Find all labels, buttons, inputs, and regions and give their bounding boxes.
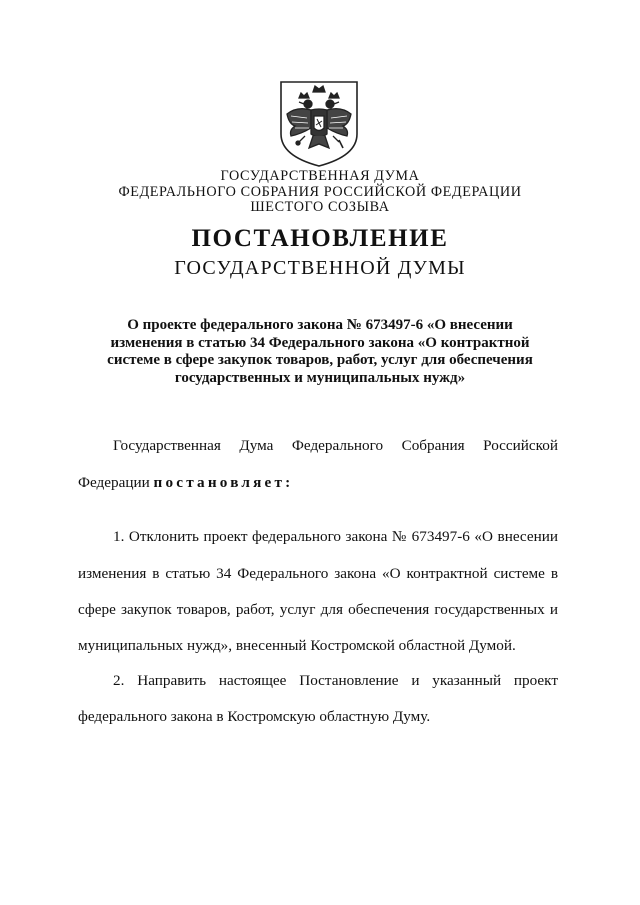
item-2-line-1: 2. Направить настоящее Постановление и указанный проект [113,672,558,689]
coat-of-arms-icon [277,78,361,168]
header-line-1: ГОСУДАРСТВЕННАЯ ДУМА [220,168,420,184]
item-2-line-2: федерального закона в Костромскую областную Думу. [78,708,431,725]
preamble-resolves: постановляет: [153,474,294,491]
preamble-line-2 [78,474,558,492]
header-line-3: ШЕСТОГО СОЗЫВА [250,199,390,215]
item-1-line-1: 1. Отклонить проект федерального закона № 673497-6 «О внесении [113,528,558,545]
document-subtitle: ГОСУДАРСТВЕННОЙ ДУМЫ [174,257,466,279]
subject-heading [100,317,540,387]
item-1-line-2: изменения в статью 34 Федерального закона «О контрактной системе в [78,565,558,582]
subject-line-3: системе в сфере закупок товаров, работ, услуг для обеспечения [107,352,533,369]
subject-line-1: О проекте федерального закона № 673497-6 «О внесении [127,317,513,333]
item-1-line-4: муниципальных нужд», внесенный Костромской областной Думой. [78,637,516,654]
subject-line-4: государственных и муниципальных нужд» [174,369,466,386]
preamble-lead: Федерации [78,474,150,491]
preamble-line-1: Государственная Дума Федерального Собрания Российской [113,437,558,454]
document-title: ПОСТАНОВЛЕНИЕ [191,225,449,252]
item-1-line-3: сфере закупок товаров, работ, услуг для обеспечения государственных и [78,601,558,618]
subject-line-2: изменения в статью 34 Федерального закона «О контрактной [110,334,530,351]
header-line-2: ФЕДЕРАЛЬНОГО СОБРАНИЯ РОССИЙСКОЙ ФЕДЕРАЦИИ [118,184,522,200]
